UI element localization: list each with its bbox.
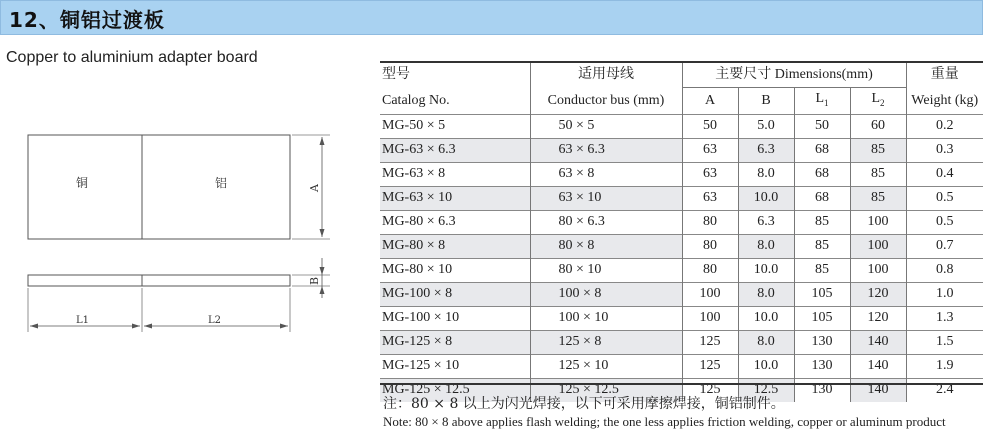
- cell-a: 80: [682, 210, 738, 234]
- cell-weight: 0.3: [906, 138, 983, 162]
- table-row: [380, 234, 983, 258]
- cell-bus: 50 × 5: [530, 114, 682, 138]
- table-row: [380, 330, 983, 354]
- cell-a: 80: [682, 234, 738, 258]
- table-row: [380, 282, 983, 306]
- cell-l2: 100: [850, 234, 906, 258]
- cell-b: 10.0: [738, 306, 794, 330]
- note-chinese: 注：80 × 8 以上为闪光焊接，以下可采用摩擦焊接，铜铝制件。: [383, 396, 785, 412]
- cell-l1: 85: [794, 258, 850, 282]
- cell-l1: 68: [794, 162, 850, 186]
- cell-l2: 85: [850, 162, 906, 186]
- cell-catalog: MG-63 × 8: [380, 162, 530, 186]
- cell-catalog: MG-100 × 10: [380, 306, 530, 330]
- cell-bus: 80 × 6.3: [530, 210, 682, 234]
- cell-a: 125: [682, 330, 738, 354]
- cell-b: 6.3: [738, 138, 794, 162]
- cell-b: 8.0: [738, 162, 794, 186]
- technical-drawing: [0, 120, 340, 340]
- header-col-a: A: [682, 88, 738, 115]
- header-catalog-cn: 型号: [380, 62, 530, 88]
- cell-l1: 85: [794, 234, 850, 258]
- header-col-l2: $L_2$: [850, 88, 906, 115]
- cell-catalog: MG-80 × 10: [380, 258, 530, 282]
- cell-a: 63: [682, 138, 738, 162]
- plate-side-view: [28, 275, 290, 286]
- table-row: [380, 162, 983, 186]
- cell-bus: 80 × 10: [530, 258, 682, 282]
- dimension-l1-label: L1: [76, 315, 90, 326]
- cell-catalog: MG-100 × 8: [380, 282, 530, 306]
- cell-l2: 140: [850, 354, 906, 378]
- header-weight-en: Weight (kg): [906, 88, 983, 115]
- table-row: [380, 186, 983, 210]
- cell-l1: 130: [794, 354, 850, 378]
- cell-a: 50: [682, 114, 738, 138]
- cell-catalog: MG-80 × 6.3: [380, 210, 530, 234]
- table-header-row-1: [380, 62, 983, 88]
- cell-weight: 0.7: [906, 234, 983, 258]
- note-english: Note: 80 × 8 above applies flash welding; the one less applies friction welding, copper or aluminum product: [383, 414, 946, 429]
- cell-catalog: MG-125 × 10: [380, 354, 530, 378]
- cell-a: 63: [682, 186, 738, 210]
- cell-catalog: MG-50 × 5: [380, 114, 530, 138]
- cell-bus: 125 × 12.5: [530, 378, 682, 402]
- cell-bus: 100 × 10: [530, 306, 682, 330]
- cell-l2: 85: [850, 186, 906, 210]
- dimension-a-label: A: [308, 184, 321, 192]
- cell-l2: 120: [850, 306, 906, 330]
- cell-weight: 1.3: [906, 306, 983, 330]
- cell-bus: 63 × 8: [530, 162, 682, 186]
- cell-a: 100: [682, 306, 738, 330]
- cell-l1: 105: [794, 306, 850, 330]
- header-bus-cn: 适用母线: [530, 62, 682, 88]
- header-bus-en: Conductor bus (mm): [530, 88, 682, 115]
- cell-a: 125: [682, 354, 738, 378]
- cell-l1: 105: [794, 282, 850, 306]
- cell-b: 8.0: [738, 330, 794, 354]
- cell-l1: 68: [794, 138, 850, 162]
- cell-b: 8.0: [738, 282, 794, 306]
- header-catalog-en: Catalog No.: [380, 88, 530, 115]
- cell-b: 6.3: [738, 210, 794, 234]
- cell-weight: 1.5: [906, 330, 983, 354]
- plate-top-view: [28, 135, 290, 239]
- cell-bus: 63 × 6.3: [530, 138, 682, 162]
- cell-weight: 1.0: [906, 282, 983, 306]
- cell-bus: 80 × 8: [530, 234, 682, 258]
- dimension-l2-label: L2: [208, 315, 222, 326]
- cell-bus: 125 × 10: [530, 354, 682, 378]
- cell-b: 5.0: [738, 114, 794, 138]
- table-row: [380, 354, 983, 378]
- table-bottom-rule: [380, 383, 983, 385]
- table-row: [380, 210, 983, 234]
- cell-weight: 0.8: [906, 258, 983, 282]
- cell-catalog: MG-63 × 10: [380, 186, 530, 210]
- cell-l2: 85: [850, 138, 906, 162]
- cell-a: 125: [682, 378, 738, 402]
- cell-weight: 0.5: [906, 186, 983, 210]
- section-title-bar: [0, 0, 983, 35]
- cell-a: 63: [682, 162, 738, 186]
- cell-weight: 0.2: [906, 114, 983, 138]
- cell-weight: 1.9: [906, 354, 983, 378]
- table-row: [380, 138, 983, 162]
- cell-b: 10.0: [738, 354, 794, 378]
- cell-l2: 140: [850, 378, 906, 402]
- cell-l2: 60: [850, 114, 906, 138]
- table-row: [380, 258, 983, 282]
- cell-a: 100: [682, 282, 738, 306]
- cell-bus: 63 × 10: [530, 186, 682, 210]
- table-header-row-2: [380, 88, 983, 115]
- cell-l2: 140: [850, 330, 906, 354]
- cell-l2: 100: [850, 258, 906, 282]
- cell-l1: 130: [794, 330, 850, 354]
- header-col-b: B: [738, 88, 794, 115]
- header-dimensions: 主要尺寸 Dimensions(mm): [682, 62, 906, 88]
- table-row: [380, 306, 983, 330]
- header-col-l1: $L_1$: [794, 88, 850, 115]
- cell-catalog: MG-80 × 8: [380, 234, 530, 258]
- cell-weight: 2.4: [906, 378, 983, 402]
- copper-label: 铜: [76, 176, 89, 190]
- cell-bus: 125 × 8: [530, 330, 682, 354]
- cell-l2: 120: [850, 282, 906, 306]
- cell-b: 10.0: [738, 186, 794, 210]
- section-title: 12、铜铝过渡板: [9, 8, 165, 32]
- cell-b: 8.0: [738, 234, 794, 258]
- header-weight-cn: 重量: [906, 62, 983, 88]
- cell-catalog: MG-125 × 8: [380, 330, 530, 354]
- cell-weight: 0.5: [906, 210, 983, 234]
- cell-l2: 100: [850, 210, 906, 234]
- cell-a: 80: [682, 258, 738, 282]
- aluminium-label: 铝: [215, 176, 228, 190]
- dimension-b-label: B: [308, 276, 321, 285]
- cell-catalog: MG-63 × 6.3: [380, 138, 530, 162]
- cell-b: 10.0: [738, 258, 794, 282]
- cell-bus: 100 × 8: [530, 282, 682, 306]
- cell-catalog: MG-125 × 12.5: [380, 378, 530, 402]
- spec-table: [380, 61, 983, 402]
- cell-b: 12.5: [738, 378, 794, 402]
- cell-l1: 130: [794, 378, 850, 402]
- cell-l1: 68: [794, 186, 850, 210]
- cell-l1: 50: [794, 114, 850, 138]
- cell-weight: 0.4: [906, 162, 983, 186]
- cell-l1: 85: [794, 210, 850, 234]
- section-subtitle: Copper to aluminium adapter board: [6, 49, 258, 66]
- table-row: [380, 114, 983, 138]
